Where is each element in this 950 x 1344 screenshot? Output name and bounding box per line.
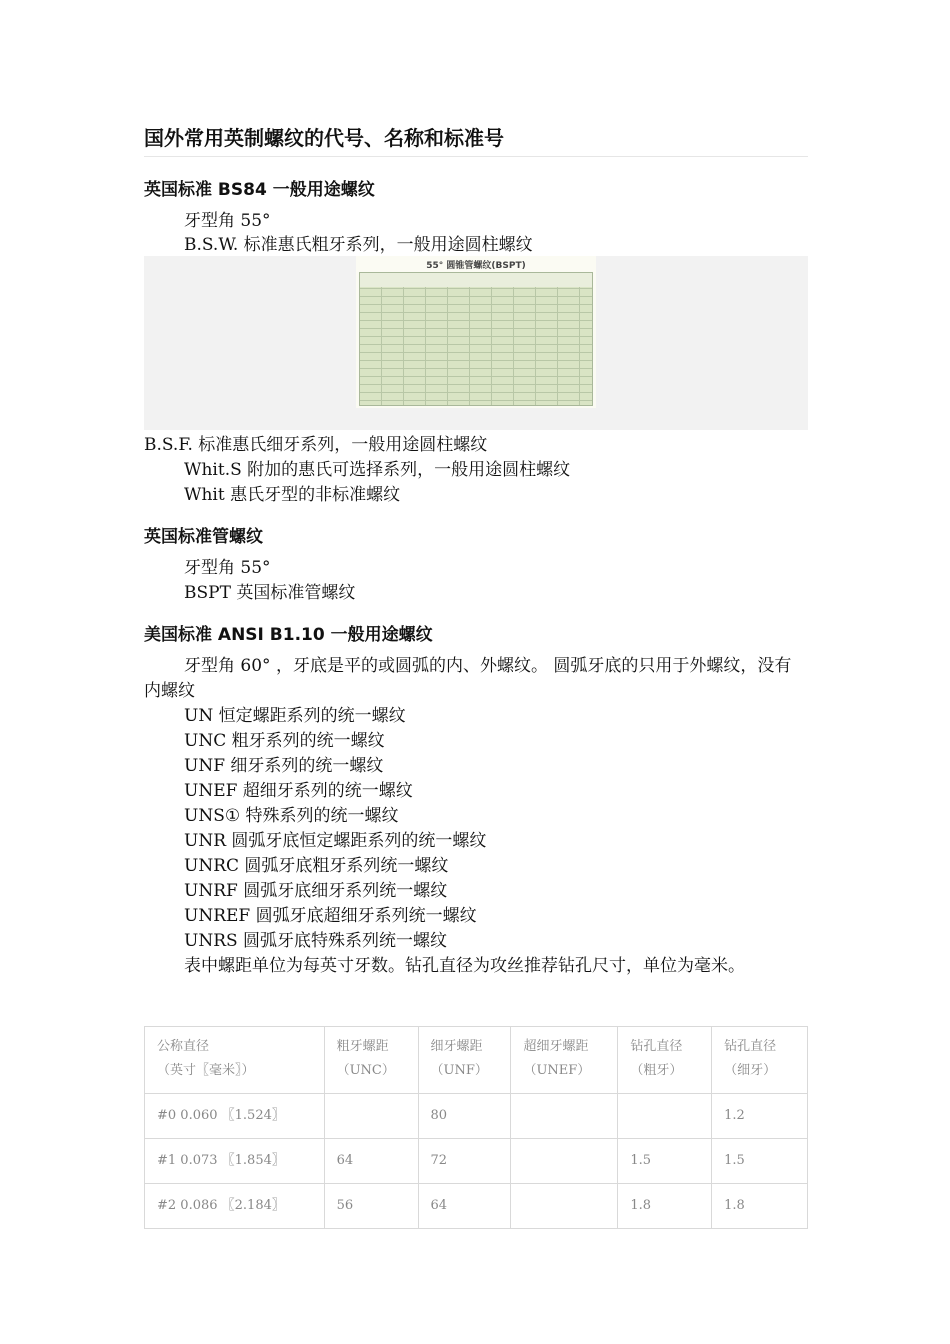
table-cell: 64 xyxy=(418,1184,511,1229)
pipe-line: BSPT 英国标准管螺纹 xyxy=(184,583,356,603)
table-cell: 1.8 xyxy=(618,1184,712,1229)
bs84-line: B.S.F. 标准惠氏细牙系列，一般用途圆柱螺纹 xyxy=(144,435,488,455)
table-header-cell: 超细牙螺距 （UNEF） xyxy=(511,1027,618,1094)
table-header-cell: 钻孔直径 （粗牙） xyxy=(618,1027,712,1094)
bspt-table-header-row xyxy=(360,273,592,287)
ansi-line: UNR 圆弧牙底恒定螺距系列的统一螺纹 xyxy=(184,831,487,851)
section-heading-bs84: 英国标准 BS84 一般用途螺纹 xyxy=(144,180,375,200)
table-cell xyxy=(324,1094,418,1139)
table-cell: #0 0.060 〖1.524〗 xyxy=(145,1094,325,1139)
table-header-row xyxy=(145,1027,808,1094)
table-cell xyxy=(618,1094,712,1139)
table-cell: 1.2 xyxy=(712,1094,808,1139)
table-cell xyxy=(511,1184,618,1229)
table-cell: #2 0.086 〖2.184〗 xyxy=(145,1184,325,1229)
ansi-line: UNREF 圆弧牙底超细牙系列统一螺纹 xyxy=(184,906,477,926)
bs84-line: Whit 惠氏牙型的非标准螺纹 xyxy=(184,485,401,505)
embedded-image-area xyxy=(144,256,808,430)
table-row xyxy=(145,1139,808,1184)
table-cell: #1 0.073 〖1.854〗 xyxy=(145,1139,325,1184)
table-cell xyxy=(511,1094,618,1139)
section-heading-ansi: 美国标准 ANSI B1.10 一般用途螺纹 xyxy=(144,625,433,645)
table-cell: 56 xyxy=(324,1184,418,1229)
bspt-table-image xyxy=(356,256,596,408)
bspt-table-grid xyxy=(359,272,593,406)
bs84-line: Whit.S 附加的惠氏可选择系列，一般用途圆柱螺纹 xyxy=(184,460,571,480)
section-heading-pipe: 英国标准管螺纹 xyxy=(144,527,263,547)
ansi-note: 表中螺距单位为每英寸牙数。钻孔直径为攻丝推荐钻孔尺寸，单位为毫米。 xyxy=(184,956,745,976)
bspt-image-caption: 55° 圆锥管螺纹(BSPT) xyxy=(426,261,526,271)
table-cell xyxy=(511,1139,618,1184)
table-row xyxy=(145,1094,808,1139)
pipe-line: 牙型角 55° xyxy=(184,558,271,578)
ansi-intro: 牙型角 60° ，牙底是平的或圆弧的内、外螺纹。 圆弧牙底的只用于外螺纹，没有内螺纹 xyxy=(144,656,792,701)
table-cell: 1.5 xyxy=(712,1139,808,1184)
table-header-cell: 粗牙螺距 （UNC） xyxy=(324,1027,418,1094)
bs84-line: B.S.W. 标准惠氏粗牙系列，一般用途圆柱螺纹 xyxy=(184,235,533,255)
ansi-line: UNRF 圆弧牙底细牙系列统一螺纹 xyxy=(184,881,448,901)
ansi-line: UN 恒定螺距系列的统一螺纹 xyxy=(184,706,406,726)
table-cell: 64 xyxy=(324,1139,418,1184)
page-title: 国外常用英制螺纹的代号、名称和标准号 xyxy=(144,124,808,157)
table-cell: 72 xyxy=(418,1139,511,1184)
table-header-cell: 细牙螺距 （UNF） xyxy=(418,1027,511,1094)
table-cell: 1.8 xyxy=(712,1184,808,1229)
ansi-line: UNRS 圆弧牙底特殊系列统一螺纹 xyxy=(184,931,448,951)
ansi-line: UNF 细牙系列的统一螺纹 xyxy=(184,756,384,776)
bs84-line: 牙型角 55° xyxy=(184,211,271,231)
table-header-cell: 钻孔直径 （细牙） xyxy=(712,1027,808,1094)
ansi-line: UNRC 圆弧牙底粗牙系列统一螺纹 xyxy=(184,856,449,876)
ansi-line: UNEF 超细牙系列的统一螺纹 xyxy=(184,781,413,801)
ansi-line: UNC 粗牙系列的统一螺纹 xyxy=(184,731,385,751)
table-header-cell: 公称直径 （英寸〖毫米〗） xyxy=(145,1027,325,1094)
table-cell: 80 xyxy=(418,1094,511,1139)
ansi-line: UNS① 特殊系列的统一螺纹 xyxy=(184,806,399,826)
thread-spec-table xyxy=(144,1026,808,1229)
table-row xyxy=(145,1184,808,1229)
table-cell: 1.5 xyxy=(618,1139,712,1184)
